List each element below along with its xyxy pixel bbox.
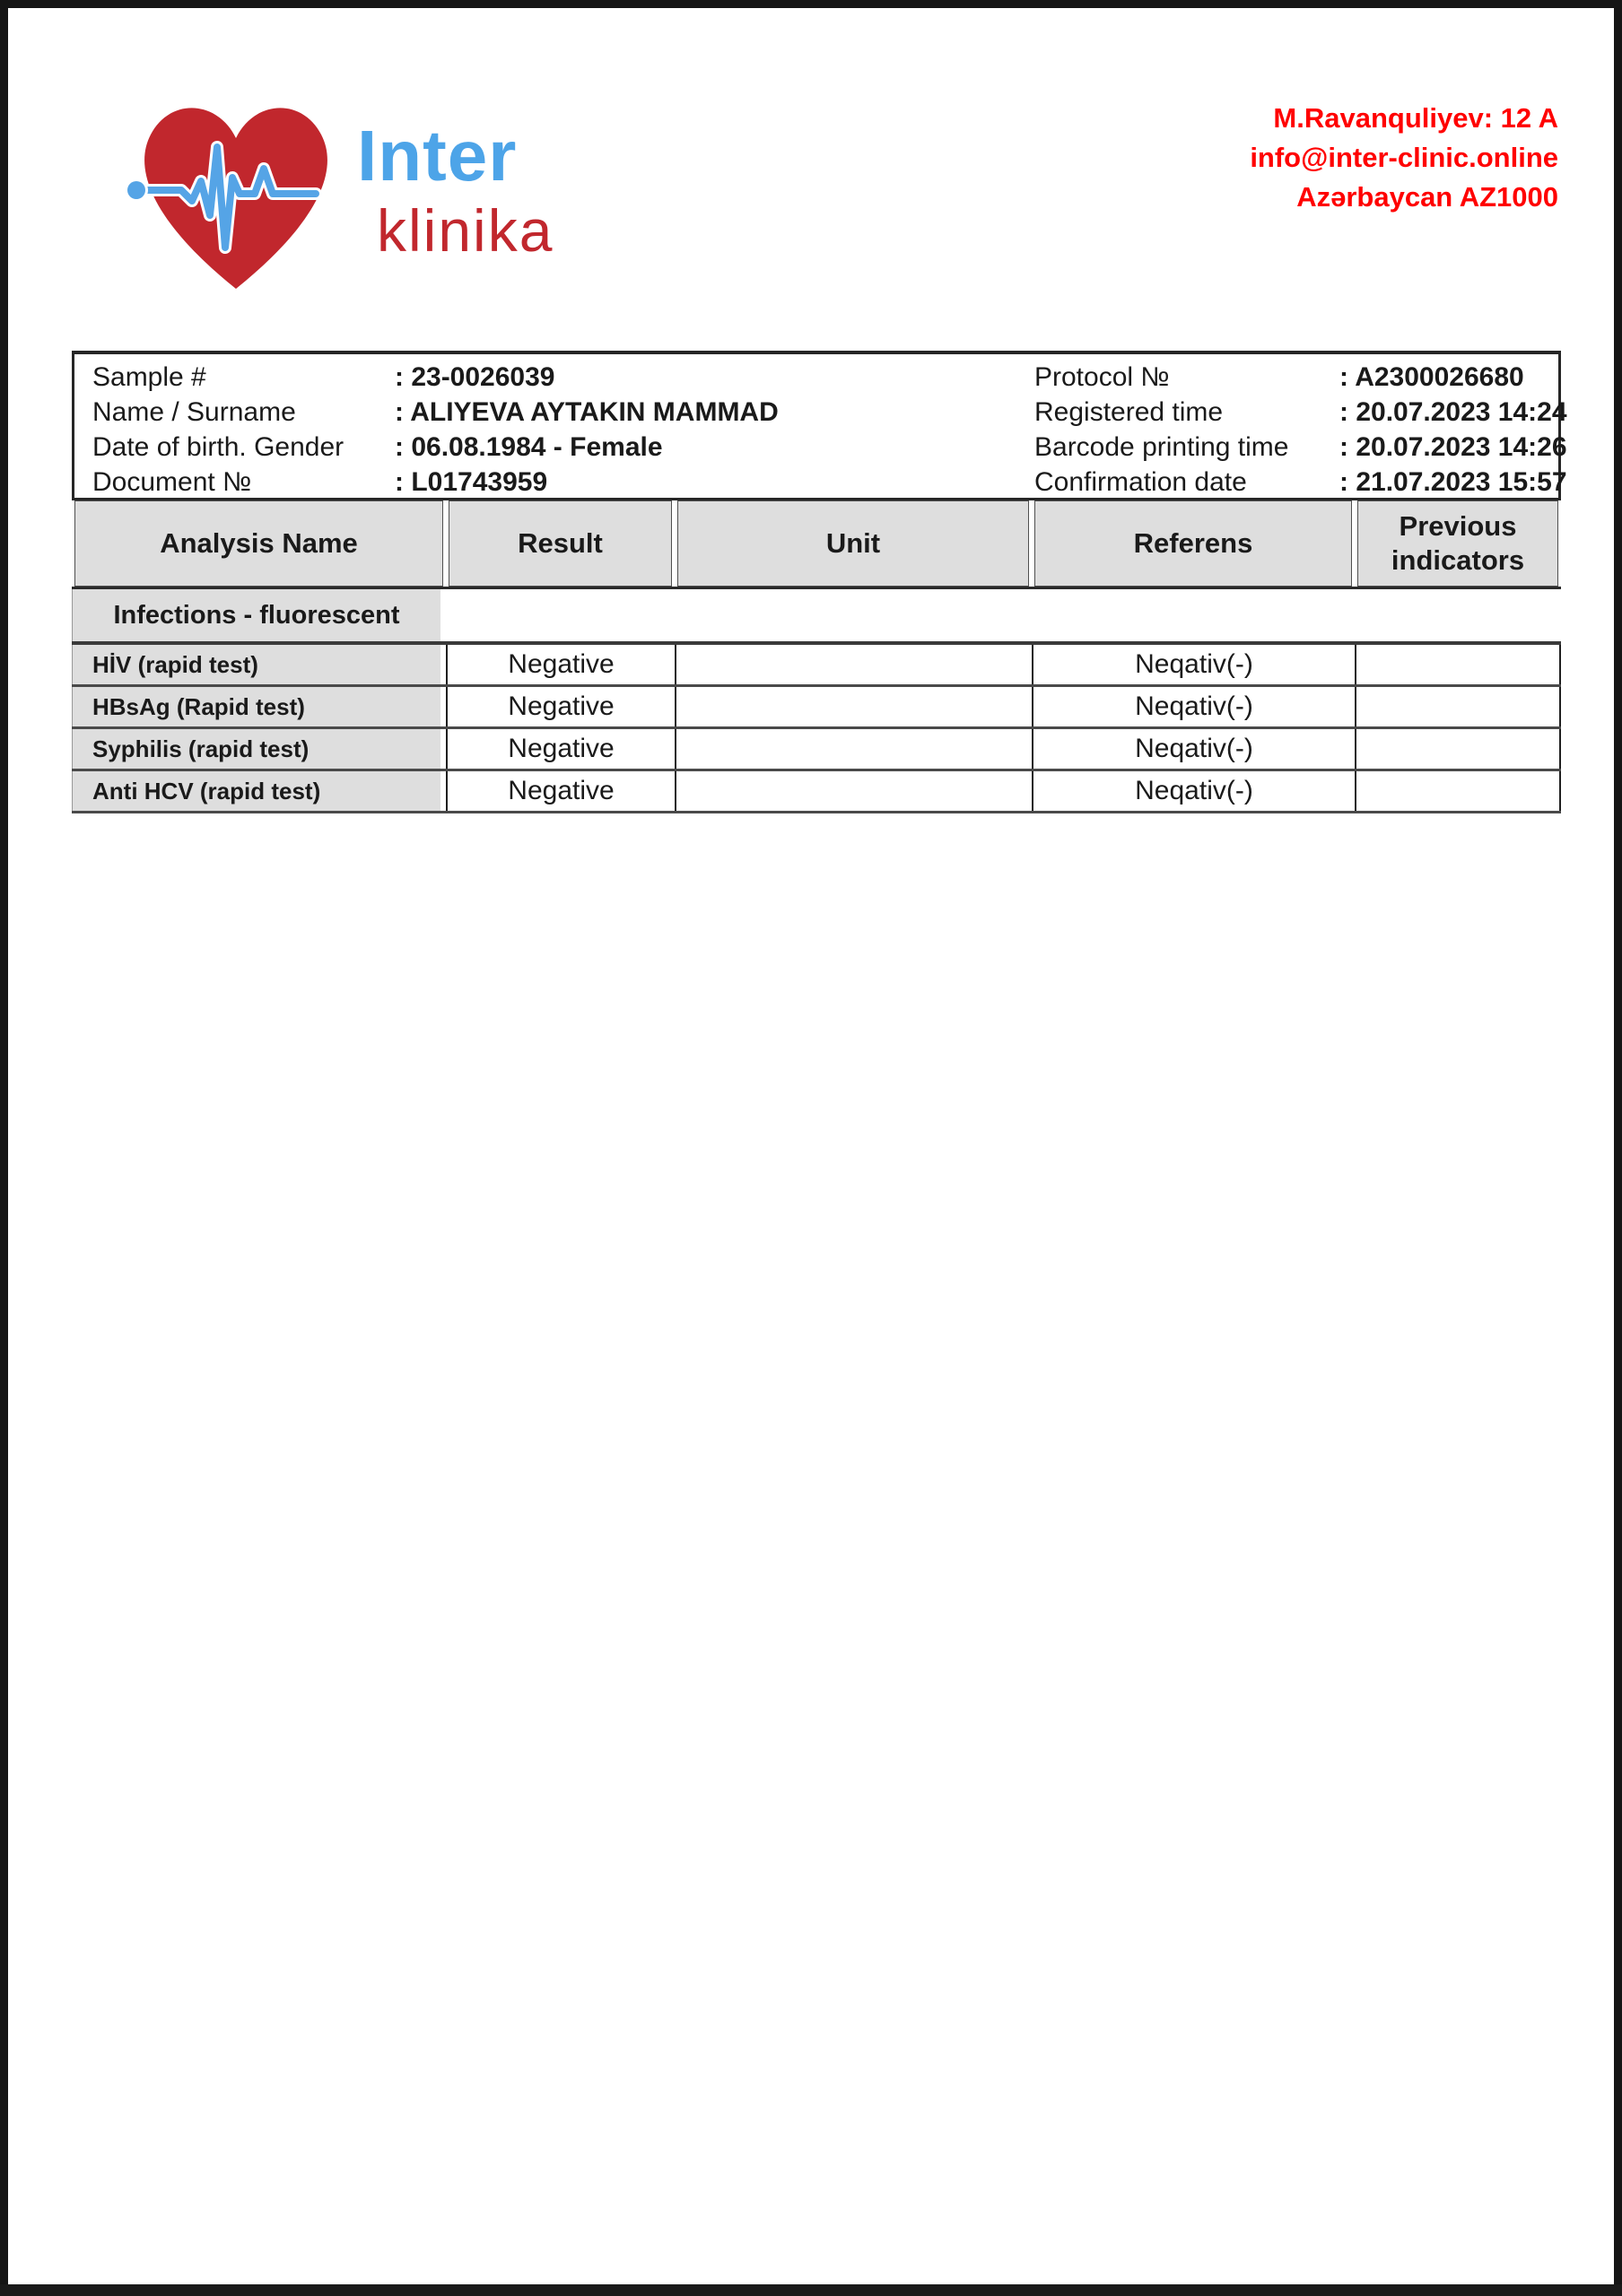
contact-country-line: Azərbaycan AZ1000: [1296, 181, 1558, 213]
brand-name-klinika: klinika: [377, 197, 554, 264]
section-title: Infections - fluorescent: [72, 589, 440, 641]
info-label-left-0: Sample #: [92, 361, 206, 392]
referens-value: Neqativ(-): [1032, 771, 1355, 811]
info-value-left-1: : ALIYEVA AYTAKIN MAMMAD: [395, 396, 779, 427]
result-value: Negative: [446, 729, 675, 769]
info-label-left-3: Document №: [92, 466, 252, 497]
column-header-result: Result: [449, 500, 672, 587]
column-header-referens: Referens: [1034, 500, 1352, 587]
column-header-unit: Unit: [677, 500, 1029, 587]
previous-indicators-value: [1355, 645, 1561, 684]
previous-indicators-value: [1355, 687, 1561, 726]
info-value-right-0: : A2300026680: [1339, 361, 1524, 392]
results-table-body: [72, 645, 1561, 813]
result-value: Negative: [446, 771, 675, 811]
analysis-name: HİV (rapid test): [72, 645, 440, 684]
info-label-right-1: Registered time: [1034, 396, 1224, 427]
info-value-left-0: : 23-0026039: [395, 361, 555, 392]
table-row: [72, 645, 1561, 687]
contact-email-line: info@inter-clinic.online: [1250, 142, 1558, 173]
result-value: Negative: [446, 645, 675, 684]
page-footer-bar: [0, 2284, 1622, 2296]
info-label-right-0: Protocol №: [1034, 361, 1170, 392]
results-table: [72, 500, 1561, 813]
previous-indicators-value: [1355, 771, 1561, 811]
info-value-left-2: : 06.08.1984 - Female: [395, 431, 663, 462]
table-row: [72, 771, 1561, 813]
analysis-name: HBsAg (Rapid test): [72, 687, 440, 726]
result-value: Negative: [446, 687, 675, 726]
analysis-name: Syphilis (rapid test): [72, 729, 440, 769]
table-row: [72, 729, 1561, 771]
previous-indicators-value: [1355, 729, 1561, 769]
section-row: [72, 589, 1561, 645]
patient-info-box: [72, 351, 1567, 500]
info-label-left-2: Date of birth. Gender: [92, 431, 344, 462]
info-value-left-3: : L01743959: [395, 466, 548, 497]
info-value-right-1: : 20.07.2023 14:24: [1339, 396, 1567, 427]
clinic-heart-ekg-logo-icon: [124, 81, 348, 298]
referens-value: Neqativ(-): [1032, 687, 1355, 726]
table-row: [72, 687, 1561, 729]
unit-value: [675, 645, 1032, 684]
referens-value: Neqativ(-): [1032, 645, 1355, 684]
patient-info-grid: [92, 360, 1567, 500]
results-table-header: [72, 500, 1561, 589]
unit-value: [675, 729, 1032, 769]
analysis-name: Anti HCV (rapid test): [72, 771, 440, 811]
brand-name-inter: Inter: [357, 116, 518, 196]
column-header-analysis-name: Analysis Name: [74, 500, 443, 587]
clinic-contact-block: [1250, 99, 1558, 217]
referens-value: Neqativ(-): [1032, 729, 1355, 769]
contact-address-line: M.Ravanquliyev: 12 A: [1273, 102, 1558, 134]
info-label-left-1: Name / Surname: [92, 396, 296, 427]
info-label-right-3: Confirmation date: [1034, 466, 1247, 497]
unit-value: [675, 687, 1032, 726]
info-value-right-2: : 20.07.2023 14:26: [1339, 431, 1567, 462]
unit-value: [675, 771, 1032, 811]
info-label-right-2: Barcode printing time: [1034, 431, 1289, 462]
column-header-previous-indicators: Previous indicators: [1357, 500, 1558, 587]
info-value-right-3: : 21.07.2023 15:57: [1339, 466, 1567, 497]
